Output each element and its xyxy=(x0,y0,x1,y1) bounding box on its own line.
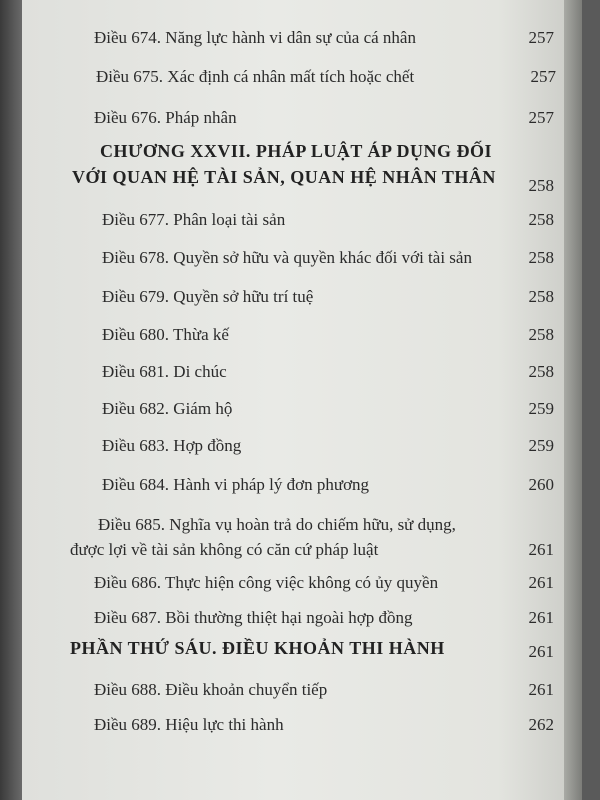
toc-entry-label: được lợi về tài sản không có căn cứ pháp luật xyxy=(70,540,379,559)
chapter-27-title-line1: CHƯƠNG XXVII. PHÁP LUẬT ÁP DỤNG ĐỐI xyxy=(100,141,493,161)
chapter-27-title-line2: VỚI QUAN HỆ TÀI SẢN, QUAN HỆ NHÂN THÂN xyxy=(72,167,496,187)
toc-entry-684 xyxy=(102,475,554,505)
book-left-edge xyxy=(0,0,22,800)
toc-entry-page: 259 xyxy=(528,399,554,418)
toc-entry-683 xyxy=(102,436,554,466)
toc-entry-677 xyxy=(102,210,554,240)
toc-entry-page: 261 xyxy=(528,573,554,592)
toc-entry-page: 261 xyxy=(528,680,554,699)
toc-entry-page: 258 xyxy=(528,210,554,229)
part-6-page-row xyxy=(94,642,554,664)
toc-entry-page: 258 xyxy=(528,325,554,344)
toc-entry-675 xyxy=(96,67,556,97)
toc-entry-685-line2 xyxy=(70,540,554,570)
toc-entry-label: Điều 685. Nghĩa vụ hoàn trả do chiếm hữu, sử dụng, xyxy=(98,515,456,534)
toc-entry-686 xyxy=(94,573,554,603)
part-6-page: 261 xyxy=(528,642,554,661)
toc-entry-label: Điều 675. Xác định cá nhân mất tích hoặc chết xyxy=(96,67,415,86)
toc-entry-676 xyxy=(94,108,554,138)
toc-entry-page: 261 xyxy=(528,608,554,627)
chapter-27-page-row xyxy=(94,176,554,198)
toc-entry-label: Điều 684. Hành vi pháp lý đơn phương xyxy=(102,475,370,494)
toc-entry-679 xyxy=(102,287,554,317)
toc-entry-689 xyxy=(94,715,554,745)
toc-entry-label: Điều 682. Giám hộ xyxy=(102,399,233,418)
toc-entry-label: Điều 678. Quyền sở hữu và quyền khác đối với tài sản xyxy=(102,248,472,267)
toc-entry-682 xyxy=(102,399,554,429)
toc-entry-674 xyxy=(94,28,554,58)
part-6-title: PHẦN THỨ SÁU. ĐIỀU KHOẢN THI HÀNH xyxy=(70,638,445,658)
toc-entry-label: Điều 680. Thừa kế xyxy=(102,325,229,344)
toc-entry-page: 262 xyxy=(528,715,554,734)
spine-shadow xyxy=(564,0,582,800)
toc-entry-page: 257 xyxy=(528,108,554,127)
toc-entry-page: 259 xyxy=(528,436,554,455)
toc-entry-label: Điều 686. Thực hiện công việc không có ủy quyền xyxy=(94,573,439,592)
toc-entry-688 xyxy=(94,680,554,710)
toc-entry-label: Điều 687. Bồi thường thiệt hại ngoài hợp đồng xyxy=(94,608,413,627)
toc-entry-label: Điều 676. Pháp nhân xyxy=(94,108,237,127)
toc-entry-page: 257 xyxy=(528,28,554,47)
toc-entry-label: Điều 677. Phân loại tài sản xyxy=(102,210,286,229)
toc-entry-page: 260 xyxy=(528,475,554,494)
toc-entry-687 xyxy=(94,608,554,638)
toc-entry-680 xyxy=(102,325,554,355)
toc-entry-681 xyxy=(102,362,554,392)
toc-page xyxy=(22,0,582,800)
toc-entry-label: Điều 681. Di chúc xyxy=(102,362,227,381)
toc-entry-page: 258 xyxy=(528,287,554,306)
toc-entry-label: Điều 688. Điều khoản chuyển tiếp xyxy=(94,680,328,699)
toc-entry-page: 258 xyxy=(528,362,554,381)
toc-entry-page: 257 xyxy=(530,67,556,86)
toc-entry-label: Điều 689. Hiệu lực thi hành xyxy=(94,715,284,734)
toc-entry-page: 261 xyxy=(528,540,554,559)
toc-entry-label: Điều 674. Năng lực hành vi dân sự của cá nhân xyxy=(94,28,416,47)
toc-entry-label: Điều 679. Quyền sở hữu trí tuệ xyxy=(102,287,314,306)
chapter-27-page: 258 xyxy=(528,176,554,195)
toc-entry-label: Điều 683. Hợp đồng xyxy=(102,436,242,455)
toc-entry-page: 258 xyxy=(528,248,554,267)
toc-entry-678 xyxy=(102,248,554,278)
